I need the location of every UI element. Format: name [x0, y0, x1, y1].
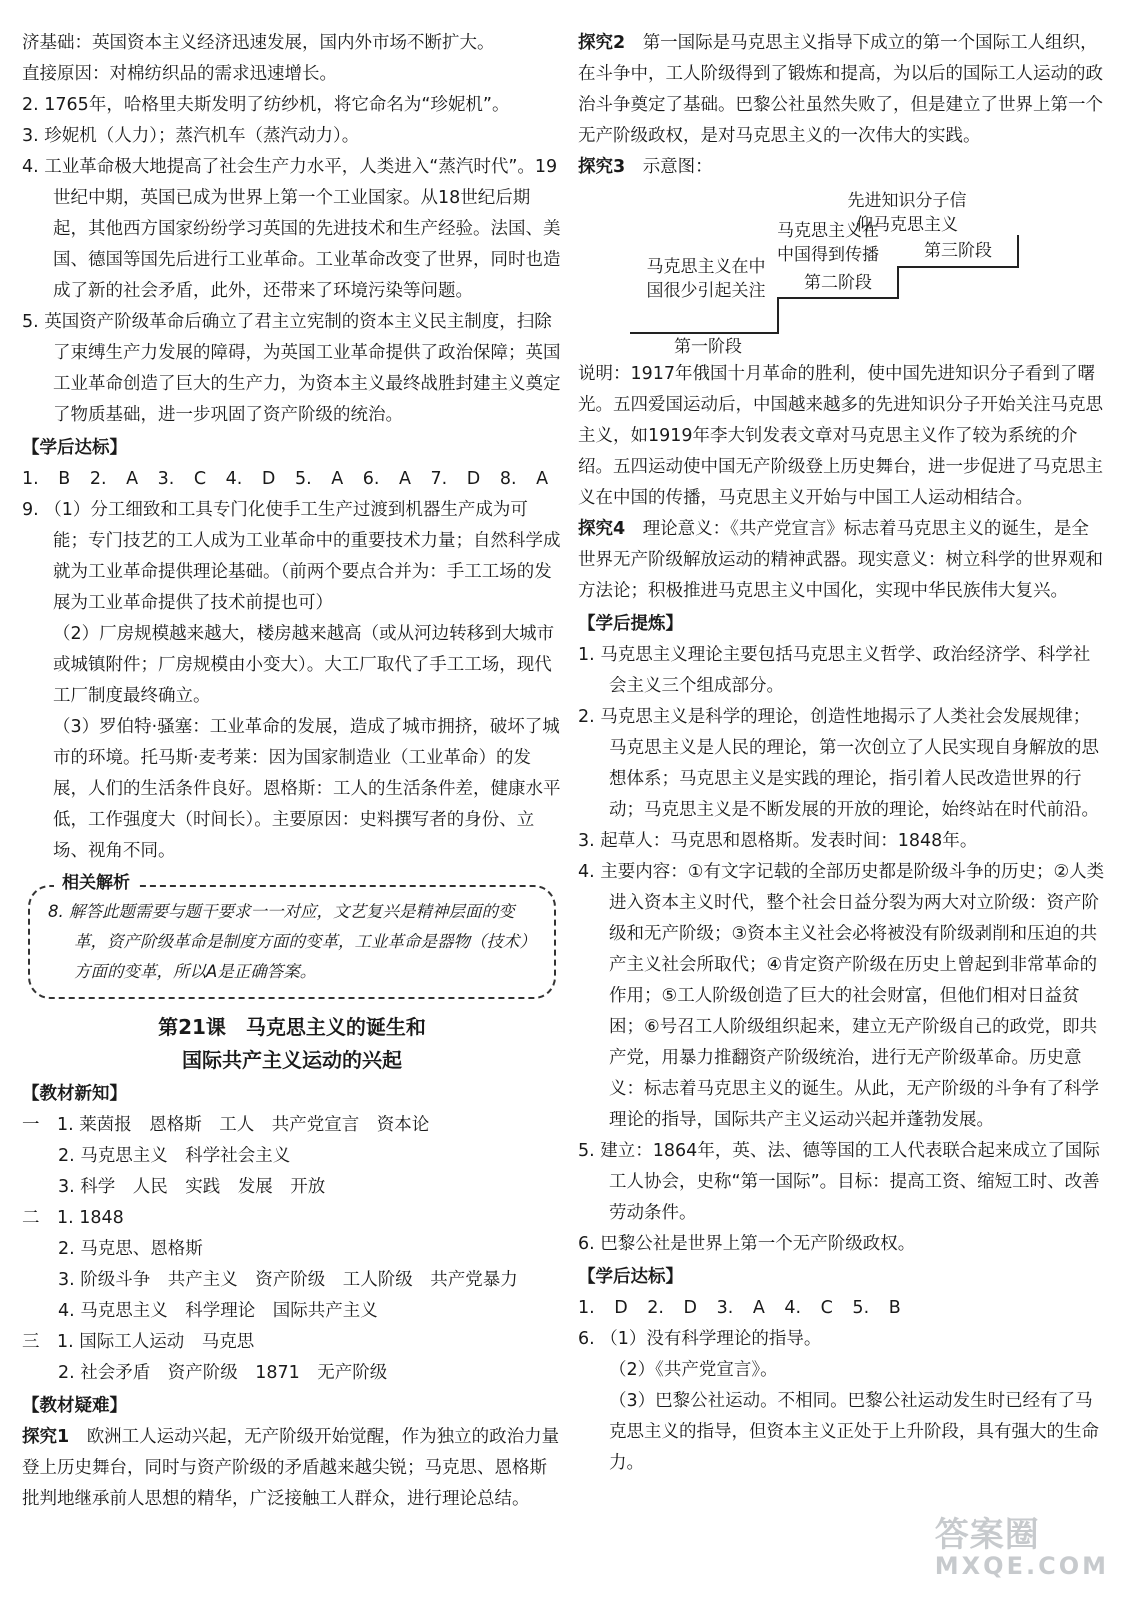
list-item	[578, 1136, 1106, 1229]
text-line: 1. 莱茵报 恩格斯 工人 共产党宣言 资本论	[57, 1115, 430, 1135]
explore-label: 探究1	[22, 1427, 70, 1447]
explore-4	[578, 514, 1106, 607]
analysis-text: 8. 解答此题需要与题干要求一一对应，文艺复兴是精神层面的变革，资产阶级革命是制度方面的变革，工业革命是器物（技术）方面的变革，所以A是正确答案。	[48, 902, 536, 981]
item-number: 6.	[578, 1329, 595, 1349]
text-line: 1. 1848	[57, 1208, 124, 1228]
section-heading: 【学后达标】	[22, 438, 127, 458]
list-item	[22, 121, 562, 152]
item-number: 3.	[22, 126, 39, 146]
step-1-description	[636, 255, 776, 303]
section-heading: 【学后达标】	[578, 1267, 683, 1287]
section-heading: 【教材新知】	[22, 1084, 127, 1104]
new-knowledge-group-3	[22, 1327, 562, 1389]
item-number: 9.	[22, 500, 39, 520]
item-text: （1）没有科学理论的指导。	[600, 1329, 822, 1349]
text-line: 济基础：英国资本主义经济迅速发展，国内外市场不断扩大。	[22, 33, 495, 53]
explore-text: 示意图：	[642, 157, 713, 177]
item-number: 1.	[578, 645, 595, 665]
question-6	[578, 1324, 1106, 1355]
right-column	[578, 28, 1106, 1479]
text-line: 2. 马克思、恩格斯	[58, 1239, 203, 1259]
item-text: 巴黎公社是世界上第一个无产阶级政权。	[600, 1234, 916, 1254]
text-line: 马克思主义在中	[646, 257, 766, 277]
analysis-title: 相关解析	[54, 868, 138, 899]
item-number: 5.	[578, 1141, 595, 1161]
explore-label: 探究3	[578, 157, 626, 177]
item-text: 工业革命极大地提高了社会生产力水平，人类进入“蒸汽时代”。19世纪中期，英国已成为世界上第一个工业国家。从18世纪后期起，其他西方国家纷纷学习英国的先进技术和生产经验。法国、美国、德国等国先后进行工业革命。工业革命改变了世界，同时也造成了新的社会矛盾，此外，还带来了环境污染等问题。	[44, 157, 561, 301]
item-text: 起草人：马克思和恩格斯。发表时间：1848年。	[600, 831, 978, 851]
diagram-explanation: 说明：1917年俄国十月革命的胜利，使中国先进知识分子看到了曙光。五四爱国运动后，中国越来越多的先进知识分子开始关注马克思主义，如1919年李大钊发表文章对马克思主义作了较为系统的介绍。五四运动使中国无产阶级登上历史舞台，进一步促进了马克思主义在中国的传播，马克思主义开始与中国工人运动相结合。	[578, 364, 1103, 508]
list-item	[578, 857, 1106, 1136]
text-line: 3. 阶级斗争 共产主义 资产阶级 工人阶级 共产党暴力	[58, 1270, 518, 1290]
text-line: 3. 科学 人民 实践 发展 开放	[58, 1177, 326, 1197]
text-line: 仰马克思主义	[856, 215, 958, 235]
explore-2	[578, 28, 1106, 152]
text-line: 马克思主义在	[777, 221, 879, 241]
text-line: 国很少引起关注	[646, 281, 766, 301]
list-item	[22, 307, 562, 431]
watermark-url: MXQE.COM	[934, 1552, 1109, 1580]
item-number: 2.	[22, 95, 39, 115]
group-label: 二	[22, 1208, 40, 1228]
left-column	[22, 28, 562, 1515]
answer-key: 1. D 2. D 3. A 4. C 5. B	[578, 1298, 901, 1318]
explore-text: 第一国际是马克思主义指导下成立的第一个国际工人组织，在斗争中，工人阶级得到了锻炼和提高，为以后的国际工人运动的政治斗争奠定了基础。巴黎公社虽然失败了，但是建立了世界上第一个无产阶级政权，是对马克思主义的一次伟大的实践。	[578, 33, 1103, 146]
text-line: 2. 马克思主义 科学社会主义	[58, 1146, 291, 1166]
text-line: 直接原因：对棉纺织品的需求迅速增长。	[22, 64, 337, 84]
item-text: 马克思主义理论主要包括马克思主义哲学、政治经济学、科学社会主义三个组成部分。	[600, 645, 1091, 696]
explore-3	[578, 152, 1106, 183]
lesson-title-line-1: 第21课 马克思主义的诞生和	[158, 1015, 426, 1039]
section-heading: 【教材疑难】	[22, 1396, 127, 1416]
item-text: 马克思主义是科学的理论，创造性地揭示了人类社会发展规律；马克思主义是人民的理论，第一次创立了人民实现自身解放的思想体系；马克思主义是实践的理论，指引着人民改造世界的行动；马克思主义是不断发展的开放的理论，始终站在时代前沿。	[600, 707, 1099, 820]
watermark-text: 答案圈	[934, 1515, 1040, 1555]
item-text: 英国资产阶级革命后确立了君主立宪制的资本主义民主制度，扫除了束缚生产力发展的障碍，为英国工业革命提供了政治保障；英国工业革命创造了巨大的生产力，为资本主义最终战胜封建主义奠定了物质基础，进一步巩固了资产阶级的统治。	[44, 312, 561, 425]
step-3-label: 第三阶段	[924, 241, 992, 261]
explore-label: 探究2	[578, 33, 626, 53]
text-line: 2. 社会矛盾 资产阶级 1871 无产阶级	[58, 1363, 388, 1383]
analysis-box	[28, 873, 556, 999]
question-6-part-2: （2）《共产党宣言》。	[609, 1360, 778, 1380]
lesson-title-line-2: 国际共产主义运动的兴起	[182, 1048, 402, 1072]
list-item	[578, 1229, 1106, 1260]
group-label: 一	[22, 1115, 40, 1135]
text-line: 中国得到传播	[777, 245, 879, 265]
new-knowledge-group-1	[22, 1110, 562, 1203]
step-2-label: 第二阶段	[804, 273, 872, 293]
list-item	[22, 152, 562, 307]
section-heading: 【学后提炼】	[578, 614, 683, 634]
question-9-part-2: （2）厂房规模越来越大，楼房越来越高（或从河边转移到大城市或城镇附件；厂房规模由小变大）。大工厂取代了手工工场，现代工厂制度最终确立。	[53, 624, 555, 706]
item-text: 珍妮机（人力）；蒸汽机车（蒸汽动力）。	[44, 126, 360, 146]
list-item	[578, 826, 1106, 857]
item-number: 6.	[578, 1234, 595, 1254]
question-6-part-3: （3）巴黎公社运动。不相同。巴黎公社运动发生时已经有了马克思主义的指导，但资本主义正处于上升阶段，具有强大的生命力。	[609, 1391, 1099, 1473]
item-text: （1）分工细致和工具专门化使手工生产过渡到机器生产成为可能；专门技艺的工人成为工业革命中的重要技术力量；自然科学成就为工业革命提供理论基础。（前两个要点合并为：手工工场的发展为工业革命提供了技术前提也可）	[44, 500, 561, 613]
new-knowledge-group-2	[22, 1203, 562, 1327]
answer-key: 1. B 2. A 3. C 4. D 5. A 6. A 7. D 8. A	[22, 469, 549, 489]
item-number: 4.	[22, 157, 39, 177]
watermark-logo	[934, 1515, 1109, 1582]
question-9	[22, 495, 562, 619]
group-label: 三	[22, 1332, 40, 1352]
explore-label: 探究4	[578, 519, 626, 539]
text-line: 1. 国际工人运动 马克思	[57, 1332, 255, 1352]
list-item	[578, 702, 1106, 826]
item-number: 5.	[22, 312, 39, 332]
explore-text: 理论意义：《共产党宣言》标志着马克思主义的诞生，是全世界无产阶级解放运动的精神武器。现实意义：树立科学的世界观和方法论；积极推进马克思主义中国化，实现中华民族伟大复兴。	[578, 519, 1103, 601]
explore-text: 欧洲工人运动兴起，无产阶级开始觉醒，作为独立的政治力量登上历史舞台，同时与资产阶级的矛盾越来越尖锐；马克思、恩格斯批判地继承前人思想的精华，广泛接触工人群众，进行理论总结。	[22, 1427, 560, 1509]
item-number: 3.	[578, 831, 595, 851]
list-item	[578, 640, 1106, 702]
item-text: 1765年，哈格里夫斯发明了纺纱机，将它命名为“珍妮机”。	[44, 95, 510, 115]
step-1-label: 第一阶段	[674, 337, 742, 357]
explore-1	[22, 1422, 562, 1515]
item-text: 主要内容：①有文字记载的全部历史都是阶级斗争的历史；②人类进入资本主义时代，整个社会日益分裂为两大对立阶级：资产阶级和无产阶级；③资本主义社会必将被没有阶级剥削和压迫的共产主义社会所取代；④肯定资产阶级在历史上曾起到非常革命的作用；⑤工人阶级创造了巨大的社会财富，但他们相对日益贫困；⑥号召工人阶级组织起来，建立无产阶级自己的政党，即共产党，用暴力推翻资产阶级统治，进行无产阶级革命。历史意义：标志着马克思主义的诞生。从此，无产阶级的斗争有了科学理论的指导，国际共产主义运动兴起并蓬勃发展。	[600, 862, 1105, 1130]
text-line: 先进知识分子信	[847, 191, 967, 211]
item-number: 2.	[578, 707, 595, 727]
item-number: 4.	[578, 862, 595, 882]
text-line: 4. 马克思主义 科学理论 国际共产主义	[58, 1301, 378, 1321]
step-2-description	[766, 219, 890, 267]
list-item	[22, 90, 562, 121]
question-9-part-3: （3）罗伯特·骚塞：工业革命的发展，造成了城市拥挤，破坏了城市的环境。托马斯·麦考莱：因为国家制造业（工业革命）的发展，人们的生活条件良好。恩格斯：工人的生活条件差，健康水平低，工作强度大（时间长）。主要原因：史料撰写者的身份、立场、视角不同。	[53, 717, 561, 861]
item-text: 建立：1864年，英、法、德等国的工人代表联合起来成立了国际工人协会，史称“第一国际”。目标：提高工资、缩短工时、改善劳动条件。	[600, 1141, 1100, 1223]
stair-diagram	[578, 183, 1106, 359]
